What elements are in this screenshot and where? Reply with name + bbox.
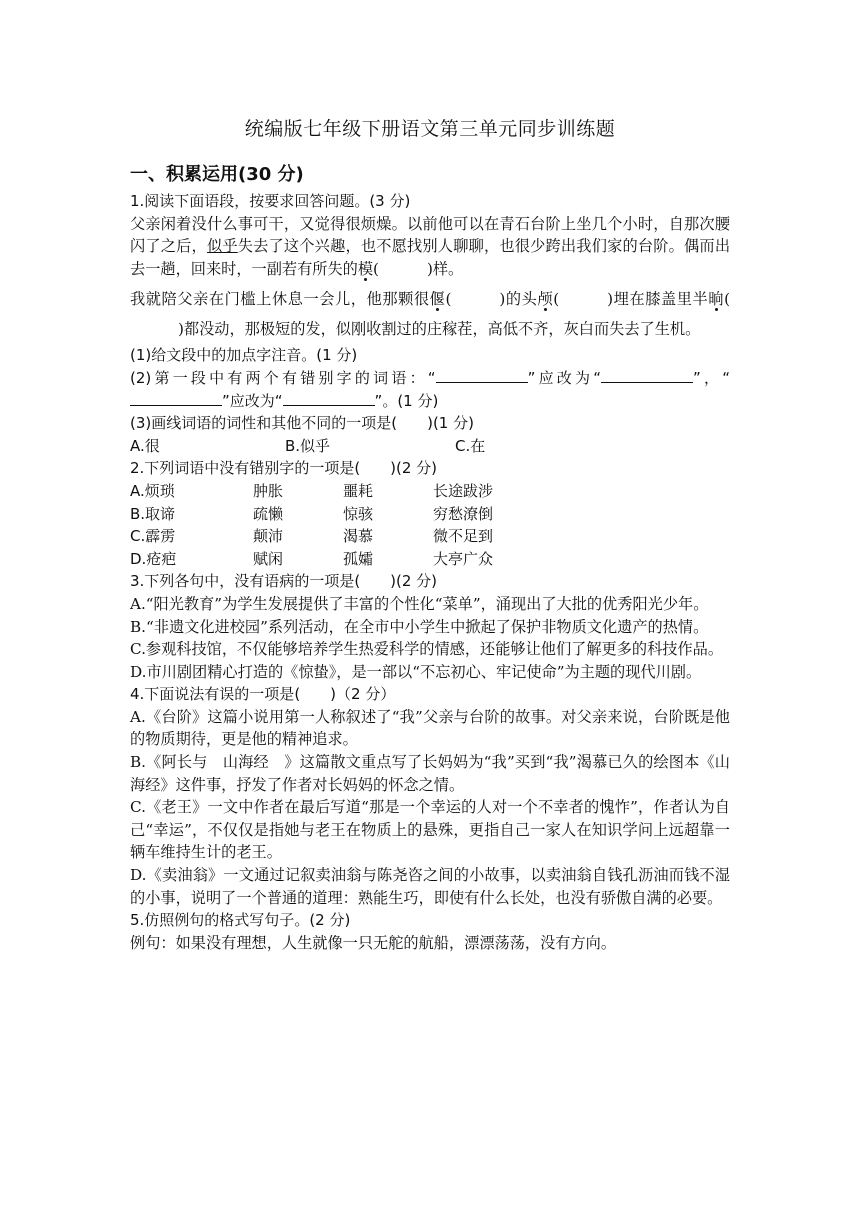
q2-stem: 2.下列词语中没有错别字的一项是( )(2 分) bbox=[130, 459, 438, 478]
q1-passage-paragraph-2: 我就陪父亲在门槛上休息一会儿，他那颗很偃( )的头颅( )埋在膝盖里半晌()都没动，那极短的发，似刚收割过的庄稼茬，高低不齐，灰白而失去了生机。 bbox=[130, 290, 731, 339]
q2-option-row: B.取谛 疏懒 惊骇 穷愁潦倒 bbox=[130, 504, 494, 523]
dotted-char: 偃 bbox=[429, 290, 446, 309]
q3-stem: 3.下列各句中，没有语病的一项是( )(2 分) bbox=[130, 572, 438, 591]
q4-stem: 4.下面说法有误的一项是( )（2 分） bbox=[130, 685, 396, 704]
answer-line bbox=[130, 391, 222, 406]
dotted-char: 晌 bbox=[708, 290, 725, 309]
q4-option-c: C.《老王》一文中作者在最后写道“那是一个幸运的人对一个不幸者的愧怍”，作者认为自己“幸运”，不仅仅是指她与老王在物质上的悬殊，更指自己一家人在知识学问上远超靠一辆车维持生计的老王。 bbox=[130, 798, 730, 862]
q1-sub2: (2)第一段中有两个有错别字的词语：“ ”应改为“ ”，“”应改为“ ”。(1 分) bbox=[130, 368, 731, 410]
q1-stem: 1.阅读下面语段，按要求回答问题。(3 分) bbox=[130, 192, 411, 210]
answer-line bbox=[436, 368, 528, 383]
q5-example: 例句：如果没有理想，人生就像一只无舵的航船，漂漂荡荡，没有方向。 bbox=[130, 933, 616, 952]
q2-option-row: D.疮疤 赋闲 孤孀 大亭广众 bbox=[130, 549, 494, 568]
q1-sub3: (3)画线词语的词性和其他不同的一项是( )(1 分) bbox=[130, 414, 474, 433]
document-title: 统编版七年级下册语文第三单元同步训练题 bbox=[244, 118, 616, 140]
dotted-char: 模 bbox=[357, 259, 373, 278]
q3-option-b: B.“非遗文化进校园”系列活动，在全市中小学生中掀起了保护非物质文化遗产的热情。 bbox=[130, 617, 709, 636]
option-c: C.在 bbox=[455, 436, 486, 455]
option-a: A.很 bbox=[130, 436, 160, 455]
q2-option-row: A.烦琐 肿胀 噩耗 长途跋涉 bbox=[130, 481, 494, 500]
section-heading: 一、积累运用(30 分) bbox=[130, 164, 304, 185]
answer-line bbox=[601, 368, 693, 383]
q2-option-row: C.霹雳 颠沛 渴慕 微不足到 bbox=[130, 527, 494, 546]
q1-options bbox=[130, 435, 730, 458]
option-b: B.似乎 bbox=[285, 436, 331, 455]
q4-option-d: D.《卖油翁》一文通过记叙卖油翁与陈尧咨之间的小故事，以卖油翁自钱孔沥油而钱不湿的小事，说明了一个普通的道理：熟能生巧，即使有什么长处，也没有骄傲自满的必要。 bbox=[130, 866, 730, 907]
q5-stem: 5.仿照例句的格式写句子。(2 分) bbox=[130, 911, 351, 930]
q1-sub1: (1)给文段中的加点字注音。(1 分) bbox=[130, 346, 358, 365]
q1-passage-paragraph-1: 父亲闲着没什么事可干，又觉得很烦燥。以前他可以在青石台阶上坐几个小时，自那次腰闪了之后，似乎失去了这个兴趣，也不愿找别人聊聊，也很少跨出我们家的台阶。偶而出去一趟，回来时，一副若有所失的模( )样。 bbox=[130, 214, 731, 278]
document-body bbox=[130, 190, 730, 954]
dotted-char: 颅 bbox=[537, 290, 554, 309]
q3-option-d: D.市川剧团精心打造的《惊蛰》，是一部以“不忘初心、牢记使命”为主题的现代川剧。 bbox=[130, 662, 702, 681]
q3-option-a: A.“阳光教育”为学生发展提供了丰富的个性化“菜单”，涌现出了大批的优秀阳光少年。 bbox=[130, 594, 709, 613]
q4-option-b: B.《阿长与 山海经 》这篇散文重点写了长妈妈为“我”买到“我”渴慕已久的绘图本《山海经》这件事，抒发了作者对长妈妈的怀念之情。 bbox=[130, 753, 730, 794]
q4-option-a: A.《台阶》这篇小说用第一人称叙述了“我”父亲与台阶的故事。对父亲来说，台阶既是他的物质期待，更是他的精神追求。 bbox=[130, 707, 730, 749]
underlined-word: 似乎 bbox=[206, 237, 238, 256]
q3-option-c: C.参观科技馆，不仅能够培养学生热爱科学的情感，还能够让他们了解更多的科技作品。 bbox=[130, 640, 724, 659]
answer-line bbox=[283, 391, 375, 406]
